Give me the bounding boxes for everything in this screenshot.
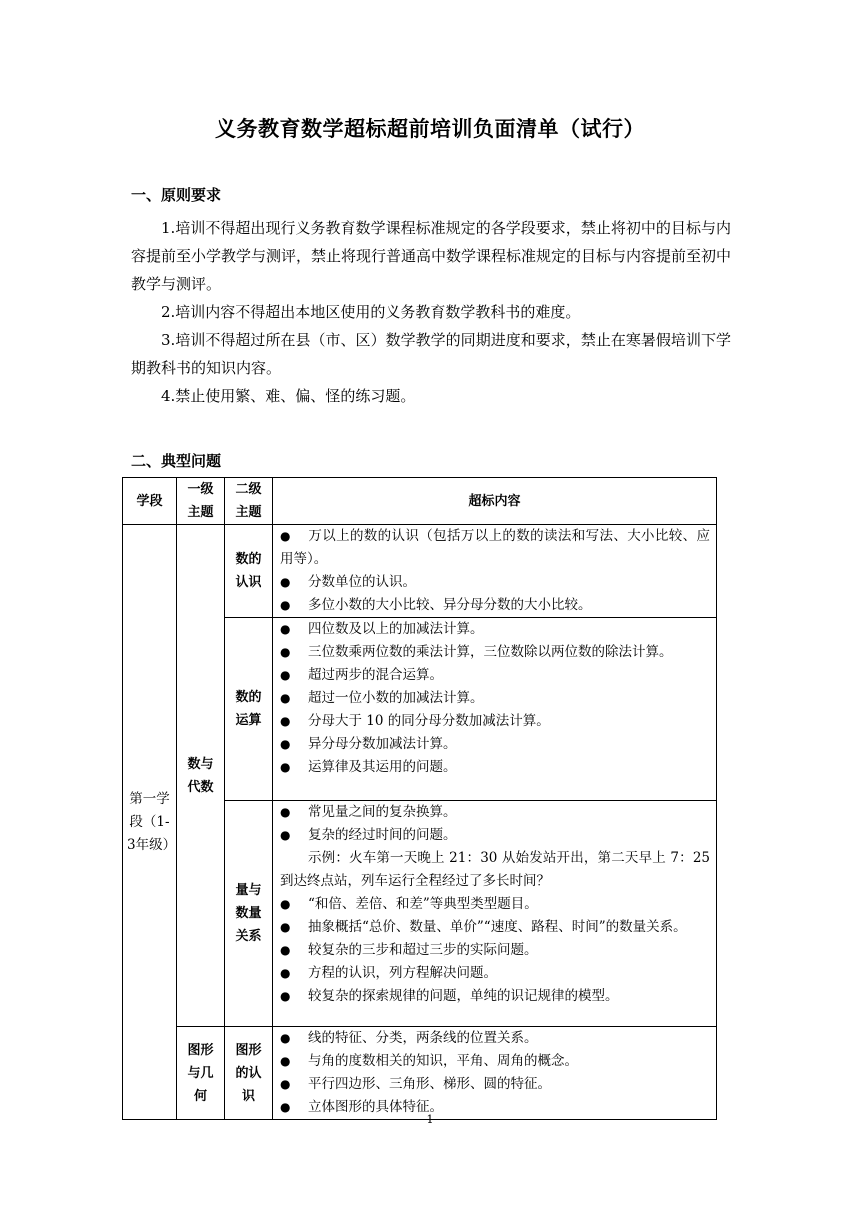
list-item: ● 多位小数的大小比较、异分母分数的大小比较。 xyxy=(280,594,710,617)
bullet-icon: ● xyxy=(280,1077,291,1091)
list-item: ● 较复杂的三步和超过三步的实际问题。 xyxy=(280,939,710,962)
header-level1: 一级主题 xyxy=(177,478,225,525)
bullet-icon: ● xyxy=(280,714,291,728)
header-level2: 二级主题 xyxy=(225,478,273,525)
bullet-icon: ● xyxy=(280,989,291,1003)
bullet-icon: ● xyxy=(280,645,291,659)
principle-paragraph: 4.禁止使用繁、难、偏、怪的练习题。 xyxy=(161,387,416,405)
list-item: ● 较复杂的探索规律的问题，单纯的识记规律的模型。 xyxy=(280,985,710,1008)
principle-paragraph: 3.培训不得超过所在县（市、区）数学教学的同期进度和要求，禁止在寒暑假培训下学期教科书的知识内容。 xyxy=(131,331,731,377)
level1-cell: 数与代数 xyxy=(177,525,225,1027)
header-content: 超标内容 xyxy=(273,478,717,525)
bullet-icon: ● xyxy=(280,966,291,980)
stage-cell: 第一学段（1-3年级） xyxy=(123,525,177,1120)
bullet-icon: ● xyxy=(280,737,291,751)
list-item: ● 四位数及以上的加减法计算。 xyxy=(280,618,710,641)
list-item: ● 三位数乘两位数的乘法计算，三位数除以两位数的除法计算。 xyxy=(280,641,710,664)
list-item: ● 立体图形的具体特征。 xyxy=(280,1096,710,1119)
list-item: ● 方程的认识，列方程解决问题。 xyxy=(280,962,710,985)
list-item: ● 与角的度数相关的知识，平角、周角的概念。 xyxy=(280,1050,710,1073)
curriculum-table xyxy=(122,477,717,1120)
bullet-icon: ● xyxy=(280,760,291,774)
principles-body xyxy=(131,214,731,410)
level2-cell: 数的运算 xyxy=(225,618,273,801)
bullet-icon: ● xyxy=(280,622,291,636)
content-cell xyxy=(273,525,717,618)
bullet-icon: ● xyxy=(280,920,291,934)
table-row xyxy=(123,1027,717,1120)
list-item: ● 超过两步的混合运算。 xyxy=(280,664,710,687)
level2-cell: 图形的认识 xyxy=(225,1027,273,1120)
list-item: ● 平行四边形、三角形、梯形、圆的特征。 xyxy=(280,1073,710,1096)
principle-paragraph: 1.培训不得超出现行义务教育数学课程标准规定的各学段要求，禁止将初中的目标与内容提前至小学教学与测评，禁止将现行普通高中数学课程标准规定的目标与内容提前至初中教学与测评。 xyxy=(131,219,732,293)
bullet-icon: ● xyxy=(280,598,291,612)
list-item: ● 运算律及其运用的问题。 xyxy=(280,756,710,779)
bullet-icon: ● xyxy=(280,897,291,911)
content-cell xyxy=(273,1027,717,1120)
table-row xyxy=(123,525,717,618)
bullet-icon: ● xyxy=(280,529,291,543)
bullet-icon: ● xyxy=(280,668,291,682)
bullet-icon: ● xyxy=(280,828,291,842)
list-item: ● 超过一位小数的加减法计算。 xyxy=(280,687,710,710)
table-header-row xyxy=(123,478,717,525)
content-cell xyxy=(273,801,717,1027)
list-item: ● 万以上的数的认识（包括万以上的数的读法和写法、大小比较、应用等）。 xyxy=(280,525,710,571)
principle-paragraph: 2.培训内容不得超出本地区使用的义务教育数学教科书的难度。 xyxy=(161,303,581,321)
list-item: ● 线的特征、分类，两条线的位置关系。 xyxy=(280,1027,710,1050)
bullet-icon: ● xyxy=(280,943,291,957)
list-item: ● 分数单位的认识。 xyxy=(280,571,710,594)
example-text: 示例：火车第一天晚上 21：30 从始发站开出，第二天早上 7：25 到达终点站，列车运行全程经过了多长时间？ xyxy=(280,850,710,889)
bullet-icon: ● xyxy=(280,1031,291,1045)
level1-cell: 图形与几何 xyxy=(177,1027,225,1120)
bullet-icon: ● xyxy=(280,575,291,589)
header-stage: 学段 xyxy=(123,478,177,525)
section-heading-typical-problems: 二、典型问题 xyxy=(131,452,222,470)
list-item: ● 分母大于 10 的同分母分数加减法计算。 xyxy=(280,710,710,733)
list-item: ● “和倍、差倍、和差”等典型类型题目。 xyxy=(280,893,710,916)
list-item: ● 常见量之间的复杂换算。 xyxy=(280,801,710,824)
bullet-icon: ● xyxy=(280,1054,291,1068)
bullet-icon: ● xyxy=(280,1100,291,1114)
document-title: 义务教育数学超标超前培训负面清单（试行） xyxy=(215,117,645,141)
content-cell xyxy=(273,618,717,801)
list-item: ● 抽象概括“总价、数量、单价”“速度、路程、时间”的数量关系。 xyxy=(280,916,710,939)
section-heading-principles: 一、原则要求 xyxy=(131,186,222,204)
level2-cell: 量与数量关系 xyxy=(225,801,273,1027)
list-item: ● 复杂的经过时间的问题。 xyxy=(280,824,710,847)
bullet-icon: ● xyxy=(280,691,291,705)
level2-cell: 数的认识 xyxy=(225,525,273,618)
page-number: 1 xyxy=(426,1113,434,1126)
list-item: ● 异分母分数加减法计算。 xyxy=(280,733,710,756)
bullet-icon: ● xyxy=(280,805,291,819)
